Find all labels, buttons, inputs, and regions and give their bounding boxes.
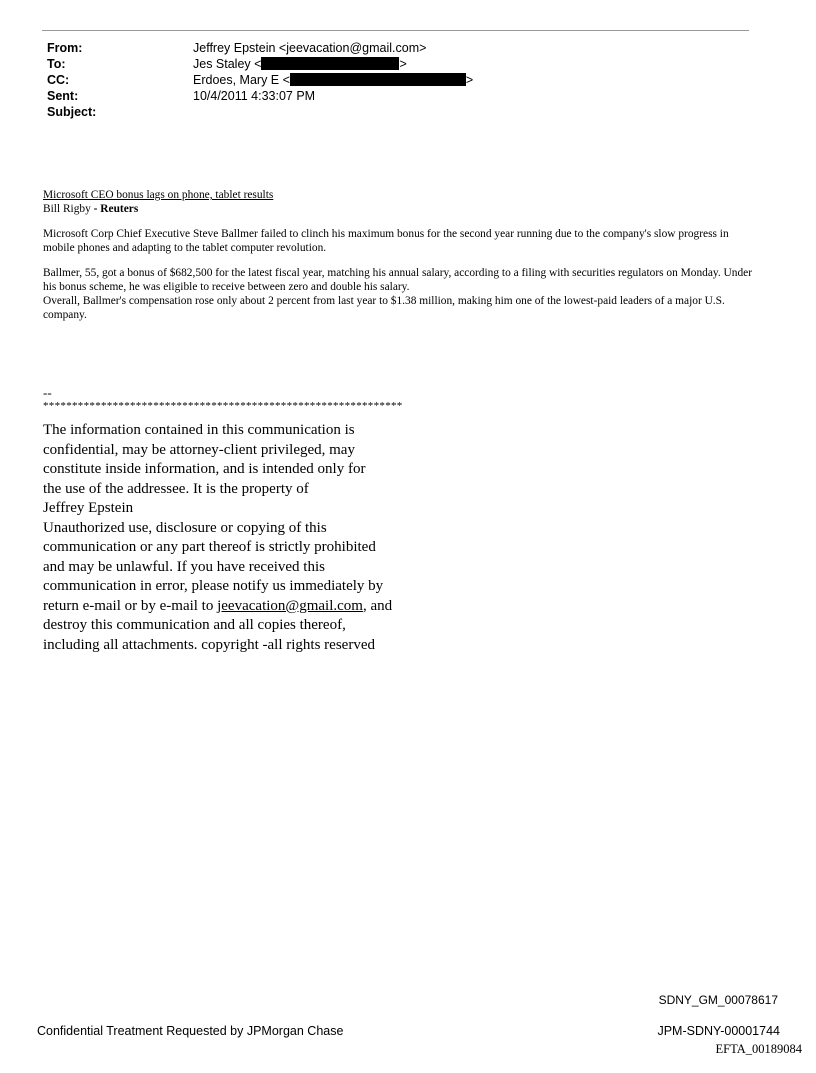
subject-label: Subject: — [47, 105, 97, 119]
sent-row — [47, 88, 473, 104]
cc-row — [47, 72, 473, 88]
cc-label: CC: — [47, 73, 70, 87]
disclaimer-line — [43, 597, 423, 617]
email-link[interactable]: jeevacation@gmail.com — [217, 597, 363, 614]
signature-stars: ************************************************************** — [43, 400, 403, 412]
article-paragraph-2: Ballmer, 55, got a bonus of $682,500 for the latest fiscal year, matching his annual salary, according to a filing with securities regulators on Monday. Under his bonus scheme, he was eligible to receive between zero and double his salary. — [43, 267, 753, 293]
subject-row — [47, 104, 473, 120]
cc-name: Erdoes, Mary E < — [193, 73, 290, 87]
to-name: Jes Staley < — [193, 57, 262, 71]
article-body — [43, 188, 755, 322]
disclaimer-line: Jeffrey Epstein — [43, 500, 134, 516]
disclaimer-line: destroy this communication and all copies thereof, — [43, 617, 346, 633]
disclaimer-line: confidential, may be attorney-client privileged, may — [43, 441, 355, 458]
to-label: To: — [47, 57, 66, 71]
cc-value — [193, 72, 473, 88]
from-value: Jeffrey Epstein <jeevacation@gmail.com> — [193, 41, 427, 55]
from-row — [47, 40, 473, 56]
to-value — [193, 56, 407, 72]
disclaimer-line: constitute inside information, and is intended only for — [43, 461, 366, 477]
bates-efta: EFTA_00189084 — [715, 1042, 802, 1056]
sent-value: 10/4/2011 4:33:07 PM — [193, 89, 316, 103]
disclaimer-line: communication or any part thereof is strictly prohibited — [43, 539, 376, 555]
article-paragraph-1: Microsoft Corp Chief Executive Steve Ballmer failed to clinch his maximum bonus for the second year running due to the company's slow progress in mobile phones and adapting to the tablet computer revolution. — [43, 228, 729, 254]
confidential-notice: Confidential Treatment Requested by JPMorgan Chase — [37, 1024, 344, 1038]
article-byline — [43, 202, 755, 216]
disclaimer-text: , and — [362, 597, 393, 614]
to-close: > — [399, 57, 407, 71]
to-row — [47, 56, 473, 72]
byline-source: - Reuters — [93, 203, 139, 215]
disclaimer-line: the use of the addressee. It is the property of — [43, 480, 309, 497]
email-header — [47, 40, 473, 120]
bates-sdny: SDNY_GM_00078617 — [658, 993, 778, 1007]
confidentiality-disclaimer — [43, 421, 423, 655]
signature-dashes: -- — [43, 385, 52, 400]
disclaimer-line: communication in error, please notify us immediately by — [43, 578, 384, 594]
from-label: From: — [47, 41, 83, 55]
disclaimer-line: including all attachments. copyright -all rights reserved — [43, 636, 375, 653]
redaction-bar — [290, 73, 466, 86]
sent-label: Sent: — [47, 89, 79, 103]
article-paragraph-3: Overall, Ballmer's compensation rose only about 2 percent from last year to $1.38 million, making him one of the lowest-paid leaders of a major U.S. company. — [43, 295, 725, 321]
byline-author: Bill Rigby — [43, 203, 91, 215]
disclaimer-text: return e-mail or by e-mail to — [43, 597, 214, 614]
disclaimer-line: and may be unlawful. If you have received this — [43, 558, 325, 575]
disclaimer-line: Unauthorized use, disclosure or copying of this — [43, 519, 327, 536]
top-rule — [42, 30, 749, 31]
bates-jpm: JPM-SDNY-00001744 — [657, 1024, 780, 1038]
redaction-bar — [261, 57, 399, 70]
article-headline[interactable]: Microsoft CEO bonus lags on phone, tablet results — [43, 189, 274, 201]
cc-close: > — [465, 73, 474, 87]
disclaimer-line: The information contained in this communication is — [43, 422, 355, 438]
